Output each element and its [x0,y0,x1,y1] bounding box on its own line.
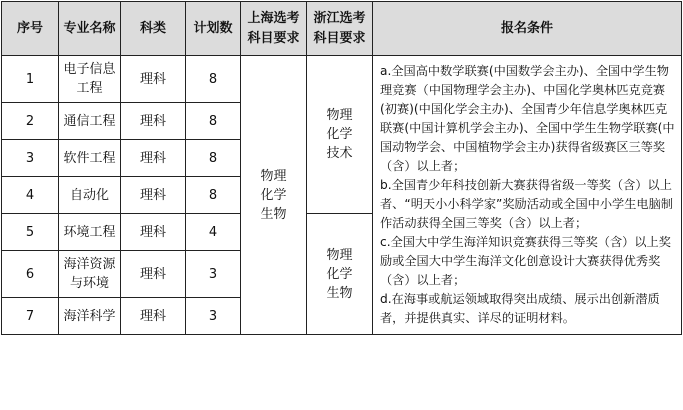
zhejiang-subjects-group2-cell [307,214,373,335]
header-major: 专业名称 [59,2,121,56]
cell-major-line1: 海洋资源 [63,257,116,272]
cell-index: 6 [2,251,59,298]
admission-table [1,1,682,335]
zhejiang-subject: 化学 [326,266,353,282]
shanghai-subject: 生物 [260,206,287,222]
shanghai-subject: 物理 [260,168,287,184]
cell-index: 2 [2,103,59,140]
zhejiang-subject: 物理 [326,247,353,263]
condition-c: c.全国大中学生海洋知识竞赛获得三等奖（含）以上奖励或全国大中学生海洋文化创意设计大赛获得优秀奖（含）以上者； [380,235,671,287]
cell-major [59,56,121,103]
header-category: 科类 [121,2,186,56]
cell-category: 理科 [121,56,186,103]
header-zhejiang-line1: 浙江选考 [313,10,366,26]
zhejiang-subject: 生物 [326,285,353,301]
table-row [2,56,682,103]
zhejiang-subject: 技术 [326,146,353,161]
cell-index: 4 [2,177,59,214]
cell-major [59,251,121,298]
shanghai-subject: 化学 [260,187,287,203]
header-zhejiang-line2: 科目要求 [313,30,366,46]
cell-major: 海洋科学 [59,298,121,335]
cell-category: 理科 [121,103,186,140]
cell-major: 自动化 [59,177,121,214]
cell-major: 环境工程 [59,214,121,251]
zhejiang-subjects-group1-cell [307,56,373,214]
cell-plan: 8 [186,140,241,177]
cell-major: 软件工程 [59,140,121,177]
condition-b: b.全国青少年科技创新大赛获得省级一等奖（含）以上者、“明天小小科学家”奖励活动或全国中小学生电脑制作活动获得全国三等奖（含）以上者； [380,178,673,230]
cell-index: 7 [2,298,59,335]
cell-plan: 8 [186,56,241,103]
cell-major-line1: 电子信息 [63,62,116,77]
header-plan: 计划数 [186,2,241,56]
header-conditions: 报名条件 [373,2,682,56]
cell-index: 5 [2,214,59,251]
cell-plan: 8 [186,103,241,140]
header-zhejiang [307,2,373,56]
header-shanghai-line2: 科目要求 [247,30,300,46]
cell-category: 理科 [121,214,186,251]
cell-plan: 3 [186,251,241,298]
cell-category: 理科 [121,177,186,214]
admission-table-container [1,1,682,335]
cell-plan: 3 [186,298,241,335]
cell-category: 理科 [121,298,186,335]
cell-category: 理科 [121,140,186,177]
condition-d: d.在海事或航运领域取得突出成绩、展示出创新潜质者，并提供真实、详尽的证明材料。 [380,292,660,325]
cell-index: 1 [2,56,59,103]
header-index: 序号 [2,2,59,56]
cell-index: 3 [2,140,59,177]
condition-a: a.全国高中数学联赛(中国数学会主办)、全国中学生物理竞赛（中国物理学会主办)、中国化学奥林匹克竞赛(初赛)(中国化学会主办)、全国青少年信息学奥林匹克联赛(中国计算机学会主办)、全国中学生生物学联赛(中国动物学会、中国植物学会主办)获得省级赛区三等奖（含）以上者； [380,64,675,173]
shanghai-subjects-cell [241,56,307,335]
zhejiang-subject: 物理 [326,108,353,123]
cell-major-line2: 与环境 [69,276,109,291]
header-shanghai [241,2,307,56]
cell-plan: 8 [186,177,241,214]
cell-major: 通信工程 [59,103,121,140]
cell-category: 理科 [121,251,186,298]
header-shanghai-line1: 上海选考 [247,10,300,26]
zhejiang-subject: 化学 [326,127,353,142]
cell-major-line2: 工程 [76,81,103,96]
cell-plan: 4 [186,214,241,251]
conditions-cell [373,56,682,335]
header-row [2,2,682,56]
